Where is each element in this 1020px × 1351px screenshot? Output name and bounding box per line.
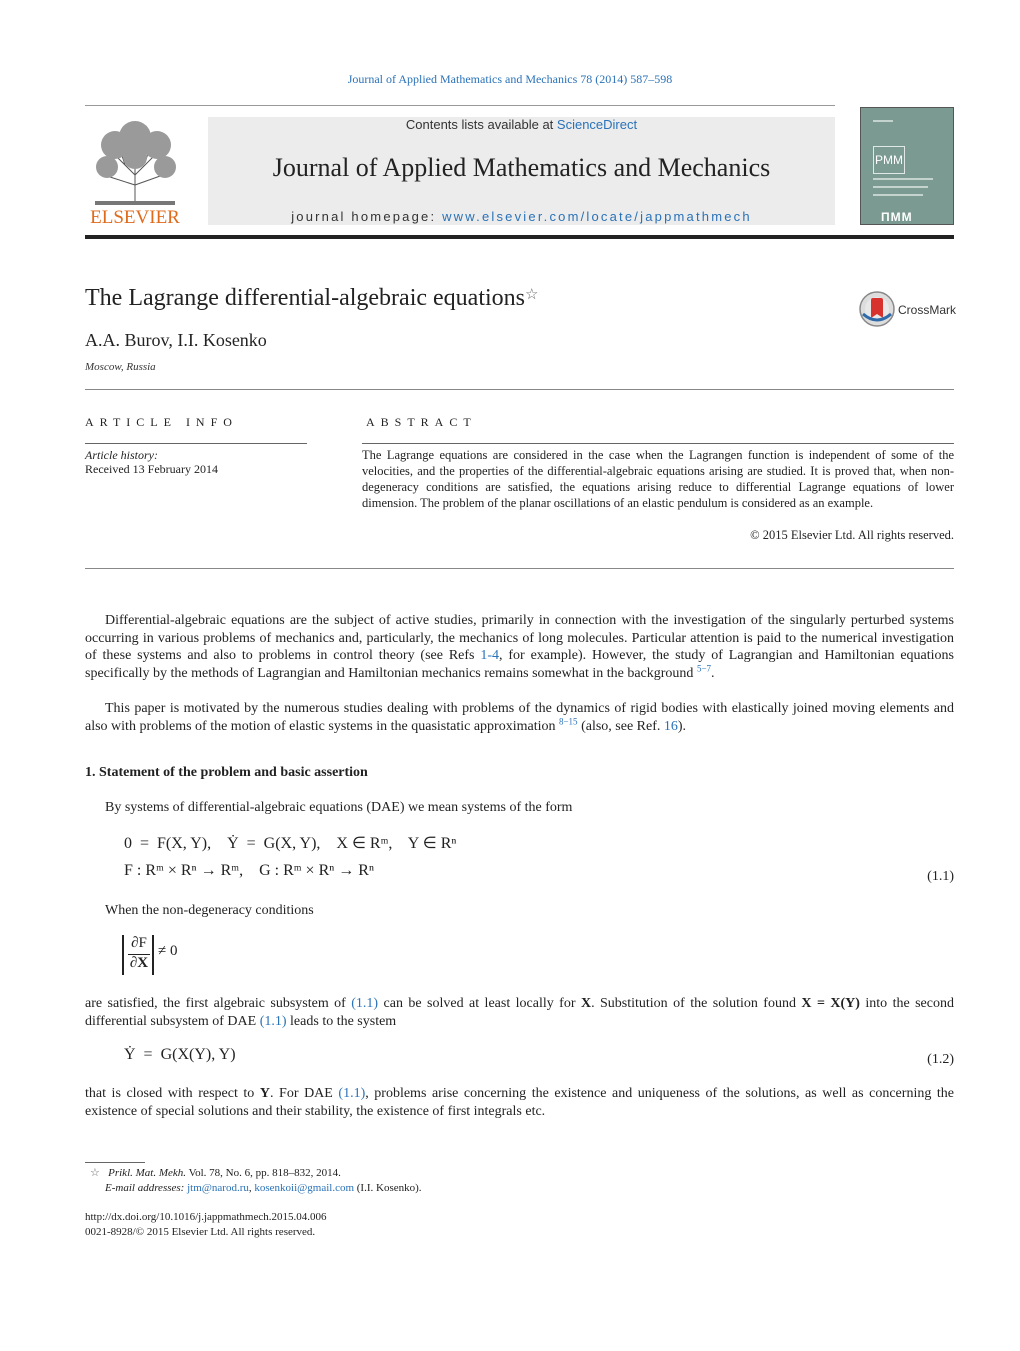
equation-number: (1.2)	[927, 1052, 954, 1067]
journal-cover-image	[860, 107, 954, 225]
math-expression: X = X(Y)	[801, 996, 860, 1011]
closure-paragraph	[85, 1085, 954, 1120]
elsevier-logo	[85, 115, 185, 227]
nondegeneracy-text: When the non-degeneracy conditions	[105, 903, 314, 918]
email-link[interactable]: kosenkoii@gmail.com	[254, 1182, 355, 1194]
authors: A.A. Burov, I.I. Kosenko	[85, 330, 267, 350]
solution-paragraph	[85, 995, 954, 1030]
cover-stripe	[873, 178, 933, 180]
footnote-emails	[105, 1182, 422, 1194]
cover-bottom-title: ПММ	[881, 210, 913, 224]
eq-ref-link[interactable]: (1.1)	[338, 1086, 366, 1101]
article-info-rule	[85, 443, 307, 444]
article-info-heading: ARTICLE INFO	[85, 415, 238, 429]
affiliation: Moscow, Russia	[85, 361, 156, 373]
text-run: , for example). However, the study of Lagrangian and Hamiltonian equations specifically by the methods of Lagrangian and Hamiltonian mechanics remains somewhat in the background	[85, 648, 954, 681]
abstract-divider	[85, 568, 954, 569]
section-heading: 1. Statement of the problem and basic assertion	[85, 765, 368, 780]
title-divider	[85, 389, 954, 390]
homepage-line	[208, 209, 835, 224]
eq-ref-link[interactable]: (1.1)	[259, 1013, 287, 1029]
abstract-text: The Lagrange equations are considered in the case when the Lagrangen function is independent of some of the velocities, and the properties of the differential-algebraic equations arising are studied. It is proved that, when non-degeneracy conditions are satisfied, the equations arising reduce to differential Lagrange equations of lower dimension. The problem of the planar oscillations of an elastic pendulum is considered as an example.	[362, 448, 954, 510]
journal-citation-link[interactable]: Journal of Applied Mathematics and Mechanics 78 (2014) 587–598	[347, 72, 673, 86]
contents-prefix: Contents lists available at	[405, 117, 557, 132]
intro-paragraph-1	[85, 612, 954, 682]
equation-1-1-line-1: 0 = F(X, Y), Ẏ = G(X, Y), X ∈ Rᵐ, Y ∈ Rⁿ	[124, 835, 457, 852]
text-run: This paper is motivated by the numerous studies dealing with problems of the dynamics of rigid bodies with elastically joined moving elements and also with problems of the motion of elastic systems in the quasistatic approximation	[85, 701, 954, 734]
header-thick-rule	[85, 235, 954, 239]
text-run: that is closed with respect to	[85, 1086, 260, 1101]
text-run: (I.I. Kosenko).	[354, 1182, 422, 1194]
det-numerator: ∂F	[131, 935, 147, 951]
text-run: ,	[248, 1182, 255, 1194]
cover-stripe	[873, 194, 923, 196]
abstract-rule	[362, 443, 954, 444]
text-run: can be solved at least locally for	[378, 996, 581, 1011]
crossmark-icon[interactable]	[858, 290, 898, 330]
ref-link[interactable]: 5−7	[696, 662, 712, 673]
article-title	[85, 285, 538, 312]
cover-stripe	[873, 186, 928, 188]
text-run: . Substitution of the solution found	[591, 996, 802, 1011]
received-date: Received 13 February 2014	[85, 462, 218, 476]
footnote-citation	[90, 1166, 341, 1179]
sciencedirect-link[interactable]: ScienceDirect	[556, 117, 638, 132]
equation-1-1-line-2: F : Rᵐ × Rⁿ → Rᵐ, G : Rᵐ × Rⁿ → Rⁿ	[124, 862, 374, 879]
text-run: . For DAE	[270, 1086, 339, 1101]
citation-details: Vol. 78, No. 6, pp. 818–832, 2014.	[186, 1167, 341, 1179]
text-run: , problems arise concerning the existence and uniqueness of the solutions, as well as concerning the existence of special solutions and their stability, the existence of first integrals etc.	[85, 1086, 954, 1119]
journal-abbrev: Prikl. Mat. Mekh.	[108, 1167, 187, 1179]
equation-1-2: Ẏ = G(X(Y), Y)	[124, 1046, 236, 1063]
cover-logo-box: PMM	[873, 146, 905, 174]
abstract-copyright: © 2015 Elsevier Ltd. All rights reserved.	[750, 528, 954, 542]
title-footnote-star[interactable]: ☆	[525, 287, 539, 303]
contents-line	[208, 117, 835, 132]
math-symbol: X	[580, 996, 592, 1011]
footnote-rule	[85, 1162, 145, 1163]
text-run: ).	[677, 718, 687, 734]
equation-number: (1.1)	[927, 869, 954, 884]
banner-journal-title: Journal of Applied Mathematics and Mechanics	[272, 153, 771, 182]
text-run: are satisfied, the first algebraic subsystem of	[85, 996, 352, 1011]
header-divider	[85, 105, 835, 106]
text-run: into the second differential subsystem of DAE	[85, 996, 954, 1029]
crossmark-label[interactable]: CrossMark	[898, 303, 957, 317]
det-bar-left	[122, 935, 124, 975]
ref-link[interactable]: 8−15	[558, 715, 578, 726]
footnote-star: ☆	[90, 1167, 100, 1179]
text-run: (also, see Ref.	[577, 718, 664, 734]
section-paragraph-1: By systems of differential-algebraic equations (DAE) we mean systems of the form	[105, 800, 573, 815]
text-run: Differential-algebraic equations are the subject of active studies, primarily in connection with the investigation of the singularly perturbed systems occurring in various problems of mechanics and, particularly, the mechanics of long molecules. Particular attention is paid to the numerical investigation of these systems and also to problems in control theory (see Refs	[85, 613, 954, 663]
eq-ref-link[interactable]: (1.1)	[351, 996, 379, 1011]
ref-link[interactable]: 1-4	[480, 648, 500, 663]
issn-copyright: 0021-8928/© 2015 Elsevier Ltd. All rights reserved.	[85, 1226, 316, 1238]
intro-paragraph-2	[85, 700, 954, 735]
email-label: E-mail addresses:	[105, 1182, 188, 1194]
journal-banner	[208, 117, 835, 225]
det-not-equal: ≠ 0	[158, 943, 178, 959]
homepage-link[interactable]: www.elsevier.com/locate/jappmathmech	[442, 209, 752, 224]
det-denominator: ∂X	[129, 955, 149, 971]
doi-link[interactable]: http://dx.doi.org/10.1016/j.jappmathmech.2015.04.006	[85, 1211, 327, 1223]
text-run: leads to the system	[286, 1013, 397, 1029]
det-bar-right	[152, 935, 154, 975]
article-history-label: Article history:	[85, 448, 158, 462]
email-link[interactable]: jtm@narod.ru	[187, 1182, 249, 1194]
text-run: .	[711, 665, 715, 681]
elsevier-wordmark: ELSEVIER	[90, 207, 180, 227]
abstract-heading: ABSTRACT	[366, 415, 477, 429]
cover-stripe	[873, 120, 893, 122]
homepage-prefix: journal homepage:	[291, 209, 443, 224]
math-symbol: Y	[259, 1086, 270, 1101]
ref-link[interactable]: 16	[663, 718, 678, 734]
article-title-text: The Lagrange differential-algebraic equations	[85, 285, 526, 311]
